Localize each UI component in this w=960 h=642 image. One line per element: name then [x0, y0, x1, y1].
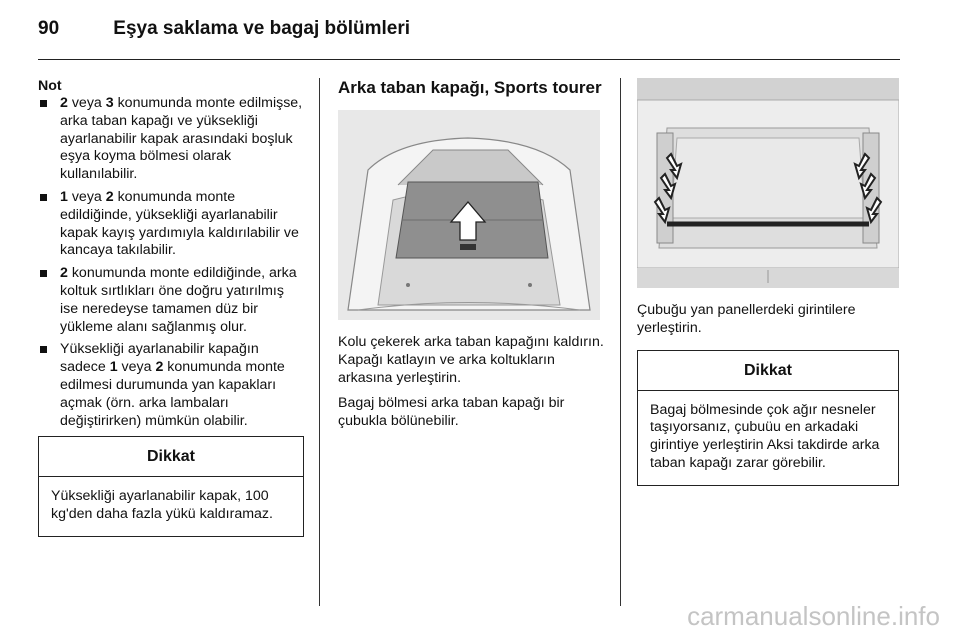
column-2 — [338, 78, 604, 431]
header-rule — [38, 59, 900, 60]
divider-bar-illustration — [637, 78, 899, 288]
bullet-icon — [40, 100, 47, 107]
image-caption: Çubuğu yan panellerdeki girintilere yerleştirin. — [637, 302, 856, 336]
list-item: 2 konumunda monte edildiğinde, arka koltuk sırtlıkları öne doğru yatırılmış ise neredeyse tamamen düz bir yükleme alanı sağlanmış olur. — [38, 265, 304, 336]
caution-box — [38, 436, 304, 537]
bullet-icon — [40, 270, 47, 277]
position-number: 1 — [60, 188, 68, 205]
paragraph: Kolu çekerek arka taban kapağını kaldırın. Kapağı katlayın ve arka koltukların arkasına yerleştirin. — [338, 334, 604, 386]
note-title: Not — [38, 78, 62, 94]
position-number: 2 — [60, 95, 68, 111]
caution-box — [637, 350, 899, 486]
caution-text: Yüksekliği ayarlanabilir kapak, 100 kg'den daha fazla yükü kaldıramaz. — [51, 488, 273, 523]
caution-title: Dikkat — [39, 437, 303, 477]
column-divider — [319, 78, 320, 606]
position-number: 1 — [109, 359, 118, 376]
section-title: Arka taban kapağı, Sports tourer — [338, 78, 602, 97]
column-3 — [637, 78, 899, 486]
position-number: 2 — [105, 188, 114, 205]
list-item: 2 veya 3 konumunda monte edilmişse, arka taban kapağı ve yüksekliği ayarlanabilir kapak arasındaki boşluk eşya koyma bölmesi olarak kullanılabilir. — [38, 95, 304, 184]
bullet-icon — [40, 194, 47, 201]
caution-title: Dikkat — [638, 351, 898, 391]
page-number: 90 — [38, 18, 60, 39]
trunk-floor-image — [338, 110, 600, 320]
position-number: 2 — [155, 359, 164, 376]
paragraph: Bagaj bölmesi arka taban kapağı bir çubukla bölünebilir. — [338, 395, 565, 430]
list-item: 1 veya 2 konumunda monte edildiğinde, yüksekliği ayarlanabilir kapak kayış yardımıyla kaldırılabilir ve kancaya takılabilir. — [38, 189, 304, 260]
position-number: 2 — [60, 265, 68, 282]
trunk-floor-illustration — [338, 110, 600, 320]
position-number: 3 — [105, 95, 114, 111]
page-title: Eşya saklama ve bagaj bölümleri — [113, 18, 411, 39]
bullet-icon — [40, 346, 47, 353]
column-1 — [38, 78, 304, 537]
divider-bar-image — [637, 78, 899, 288]
watermark: carmanualsonline.info — [687, 601, 940, 631]
column-divider — [620, 78, 621, 606]
page-header — [38, 18, 410, 40]
note-list — [38, 95, 304, 430]
caution-text: Bagaj bölmesinde çok ağır nesneler taşıyorsanız, çubuüu en arkadaki girintiye yerleştirin Aksi takdirde arka taban kapağı zarar görebilir. — [650, 401, 880, 471]
list-item: Yüksekliği ayarlanabilir kapağın sadece 1 veya 2 konumunda monte edilmesi durumunda yan kapakları açmak (örn. arka lambaları değiştirirken) mümkün olabilir. — [38, 341, 304, 430]
